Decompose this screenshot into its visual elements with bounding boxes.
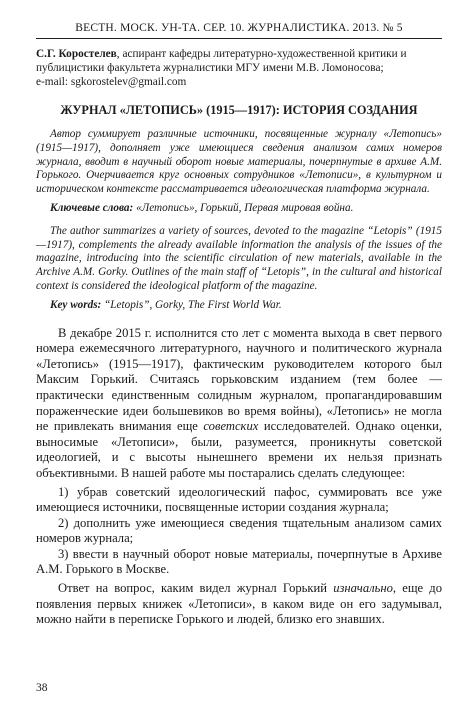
running-head: ВЕСТН. МОСК. УН-ТА. СЕР. 10. ЖУРНАЛИСТИКА. 2013. № 5 <box>36 22 442 39</box>
body-paragraph <box>36 326 442 482</box>
body-italic-run: изначально <box>333 581 393 596</box>
keywords-ru-label: Ключевые слова: <box>50 201 134 214</box>
keywords-en <box>36 299 442 313</box>
keywords-en-text: “Letopis”, Gorky, The First World War. <box>101 298 282 311</box>
abstract-ru: Автор суммирует различные источники, посвященные журналу «Летопись» (1915—1917), дополняет уже имеющиеся сведения анализом самих номеров журнала, вводит в научный оборот новые материалы, почерпнутые в архиве А.М. Горького. Очерчивается круг основных сотрудников «Летописи», в культурном и историческом контексте рассматривается идеологическая платформа журнала. <box>36 128 442 196</box>
body-italic-run: советских <box>203 419 259 434</box>
list-item: 3) ввести в научный оборот новые материалы, почерпнутые в Архиве А.М. Горького в Москве. <box>36 546 442 577</box>
list-item: 2) дополнить уже имеющиеся сведения тщательным анализом самих номеров журнала; <box>36 515 442 546</box>
author-email[interactable]: e-mail: sgkorostelev@gmail.com <box>36 76 187 88</box>
journal-page <box>36 22 442 628</box>
abstract-en: The author summarizes a variety of sources, devoted to the magazine “Letopis” (1915—1917), complements the already available information the analysis of the issues of the magazine, introducing into the scientific circulation of new materials, available in the Archive A.M. Gorky. Outlines of the main staff of “Letopis”, in the cultural and historical context is considered the ideological platform of the magazine. <box>36 224 442 292</box>
author-block <box>36 47 442 89</box>
keywords-ru <box>36 202 442 216</box>
body-text-run: В декабре 2015 г. исполнится сто лет с момента выхода в свет первого номера ежемесячного литературного, научного и политического журнала «Летопись» (1915—1917), фактическим руководителем которого был Максим Горький. Считаясь горьковским изданием (тем более — практически единственным солидным журналом, пропагандировавшим пораженческие идеи большевиков во время войны), «Летопись» не могла не привлекать внимания еще <box>36 325 442 434</box>
author-name: С.Г. Коростелев <box>36 48 117 60</box>
author-affiliation: , аспирант кафедры литературно-художественной критики и публицистики факультета журналистики МГУ имени М.В. Ломоносова; <box>36 48 407 74</box>
keywords-en-label: Key words: <box>50 298 102 311</box>
keywords-ru-text: «Летопись», Горький, Первая мировая война. <box>133 201 354 214</box>
list-item: 1) убрав советский идеологический пафос, суммировать все уже имеющиеся источники, посвященные истории создания журнала; <box>36 484 442 515</box>
article-title: ЖУРНАЛ «ЛЕТОПИСЬ» (1915—1917): ИСТОРИЯ СОЗДАНИЯ <box>60 103 418 117</box>
body-text-run: исследователей. Однако оценки, выносимые «Летописи», были, разумеется, проникнуты советской идеологией, и с высоты нынешнего времени их нельзя признать объективными. В нашей работе мы постарались сделать следующее: <box>36 419 442 480</box>
article-body <box>36 326 442 628</box>
page-number: 38 <box>36 682 48 694</box>
body-text-run: Ответ на вопрос, каким видел журнал Горький <box>58 581 334 596</box>
body-paragraph <box>36 581 442 628</box>
body-text-run: , еще до появления первых книжек «Летописи», в каком виде он его задумывал, можно найти в переписке Горького и людей, близко его знавших. <box>36 581 443 627</box>
